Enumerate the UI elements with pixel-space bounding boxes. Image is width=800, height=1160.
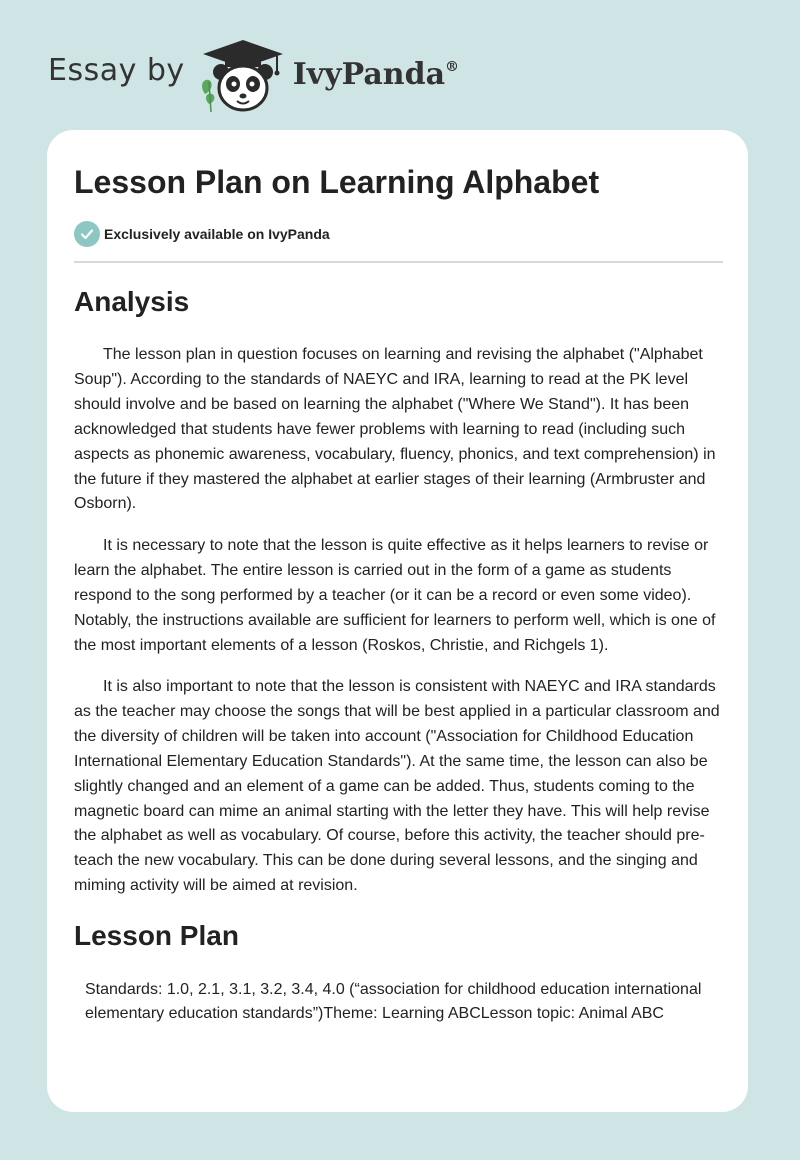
- paragraph: It is also important to note that the lesson is consistent with NAEYC and IRA standards as the teacher may choose the songs that will be best applied in a particular classroom and the diversity of children will be taken into account ("Association for Childhood Education International Elementary Education Standards"). At the same time, the lesson can also be slightly changed and an element of a game can be added. Thus, students coming to the magnetic board can mime an animal starting with the letter they have. This will help revise the alphabet as well as vocabulary. Of course, before this activity, the teacher should pre-teach the new vocabulary. This can be done during several lessons, and the singing and miming activity will be aimed at revision.: [74, 678, 720, 895]
- section-heading-lesson-plan: Lesson Plan: [74, 920, 239, 951]
- site-header: [48, 36, 459, 116]
- panda-graduate-logo[interactable]: [199, 38, 287, 114]
- standards-text: Standards: 1.0, 2.1, 3.1, 3.2, 3.4, 4.0 (“association for childhood education international elementary education standards”)Theme: Learning ABCLesson topic: Animal ABC: [85, 981, 702, 1022]
- brand-name[interactable]: IvyPanda®: [292, 56, 460, 92]
- divider: [74, 261, 723, 263]
- exclusive-badge: [74, 221, 330, 247]
- section-heading-analysis: Analysis: [74, 286, 190, 317]
- paragraph: The lesson plan in question focuses on learning and revising the alphabet ("Alphabet Soup"). According to the standards of NAEYC and IRA, learning to read at the PK level should involve and be based on learning the alphabet ("Where We Stand"). It has been acknowledged that students have fewer problems with learning to read (including such aspects as phonemic awareness, vocabulary, fluency, phonics, and text comprehension) in the future if they mastered the alphabet at earlier stages of their learning (Armbruster and Osborn).: [74, 346, 716, 513]
- exclusive-label: Exclusively available on IvyPanda: [104, 226, 330, 242]
- check-icon: [74, 221, 100, 247]
- paragraph: It is necessary to note that the lesson is quite effective as it helps learners to revise or learn the alphabet. The entire lesson is carried out in the form of a game as students respond to the song performed by a teacher (or it can be a record or even some video). Notably, the instructions available are sufficient for learners to perform well, which is one of the most important elements of a lesson (Roskos, Christie, and Richgels 1).: [74, 537, 716, 654]
- essay-card: [47, 130, 748, 1112]
- page-title: Lesson Plan on Learning Alphabet: [74, 164, 600, 200]
- essay-by-label: Essay by: [48, 52, 185, 88]
